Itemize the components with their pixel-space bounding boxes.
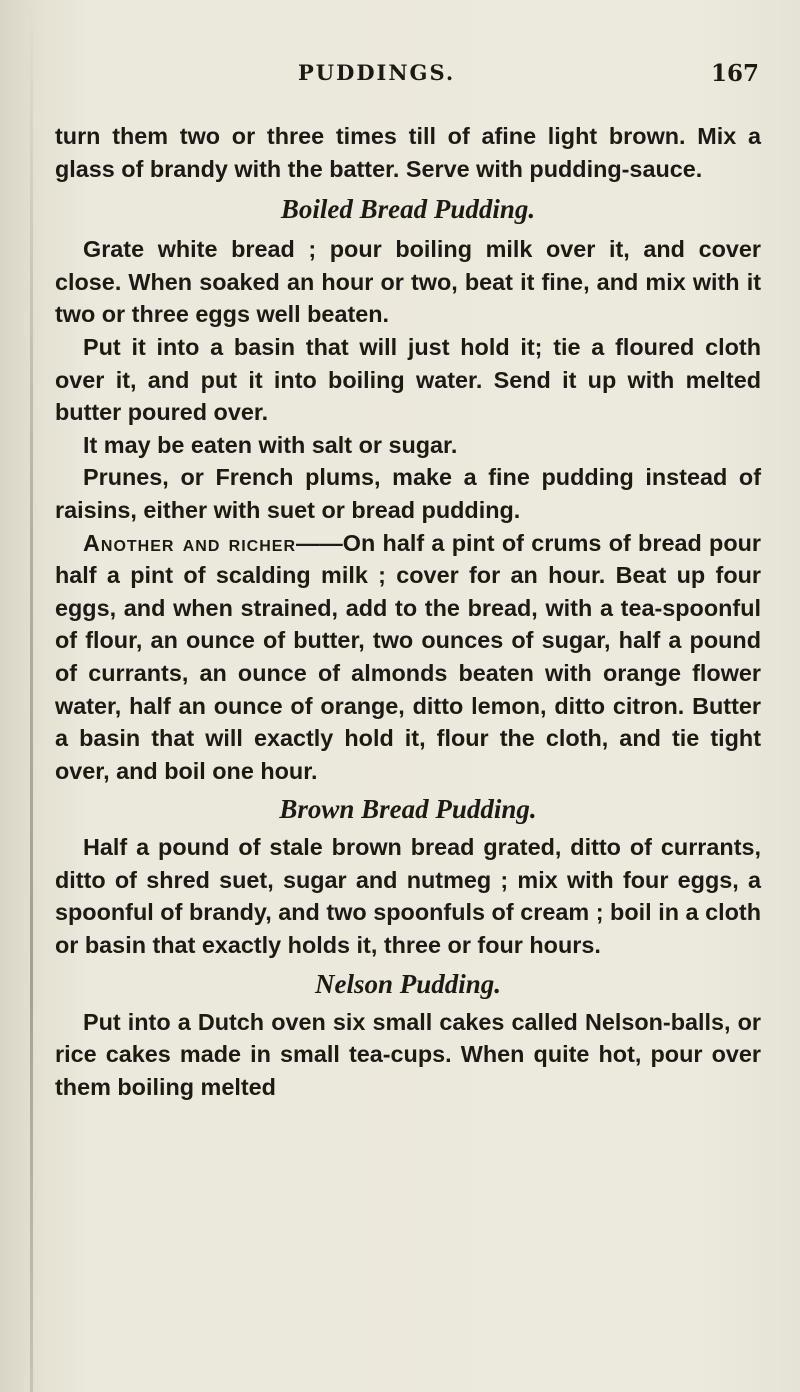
page-header [0,60,800,100]
paragraph: Half a pound of stale brown bread grated, ditto of currants, ditto of shred suet, sugar and nutmeg ; mix with four eggs, a spoonful of brandy, and two spoonfuls of cream ; boil in a cloth or basin that exactly holds it, three or four hours. [55,834,761,959]
heading-nelson-pudding: Nelson Pudding. [314,968,502,999]
page-body [55,120,761,1103]
paragraph: Grate white bread ; pour boiling milk over it, and cover close. When soaked an hour or two, beat it fine, and mix with it two or three eggs well beaten. [55,236,761,328]
paragraph: Put into a Dutch oven six small cakes called Nelson-balls, or rice cakes made in small tea-cups. When quite hot, pour over them boiling melted [55,1008,761,1100]
paragraph: Prunes, or French plums, make a fine pudding instead of raisins, either with suet or bread pudding. [55,464,761,523]
heading-boiled-bread-pudding: Boiled Bread Pudding. [280,194,536,225]
page-gutter-shadow [30,0,33,1392]
lead-in-small-caps: Another and richer [83,529,297,556]
paragraph: It may be eaten with salt or sugar. [83,431,458,458]
heading-brown-bread-pudding: Brown Bread Pudding. [279,794,537,825]
running-head: PUDDINGS. [298,60,456,85]
paragraph-another-and-richer [55,527,761,788]
page-number: 167 [711,60,760,87]
paragraph-continued: turn them two or three times till of afine light brown. Mix a glass of brandy with the batter. Serve with pudding-sauce. [55,123,761,182]
paragraph-text: ——On half a pint of crums of bread pour half a pint of scalding milk ; cover for an hour. Beat up four eggs, and when strained, add to the bread, with a tea-spoonful of flour, an ounce of butter, two ounces of sugar, half a pound of currants, an ounce of almonds beaten with orange flower water, half an ounce of orange, ditto lemon, ditto citron. Butter a basin that will exactly hold it, flour the cloth, and tie tight over, and boil one hour. [55,529,761,784]
paragraph: Put it into a basin that will just hold it; tie a floured cloth over it, and put it into boiling water. Send it up with melted butter poured over. [55,333,761,426]
